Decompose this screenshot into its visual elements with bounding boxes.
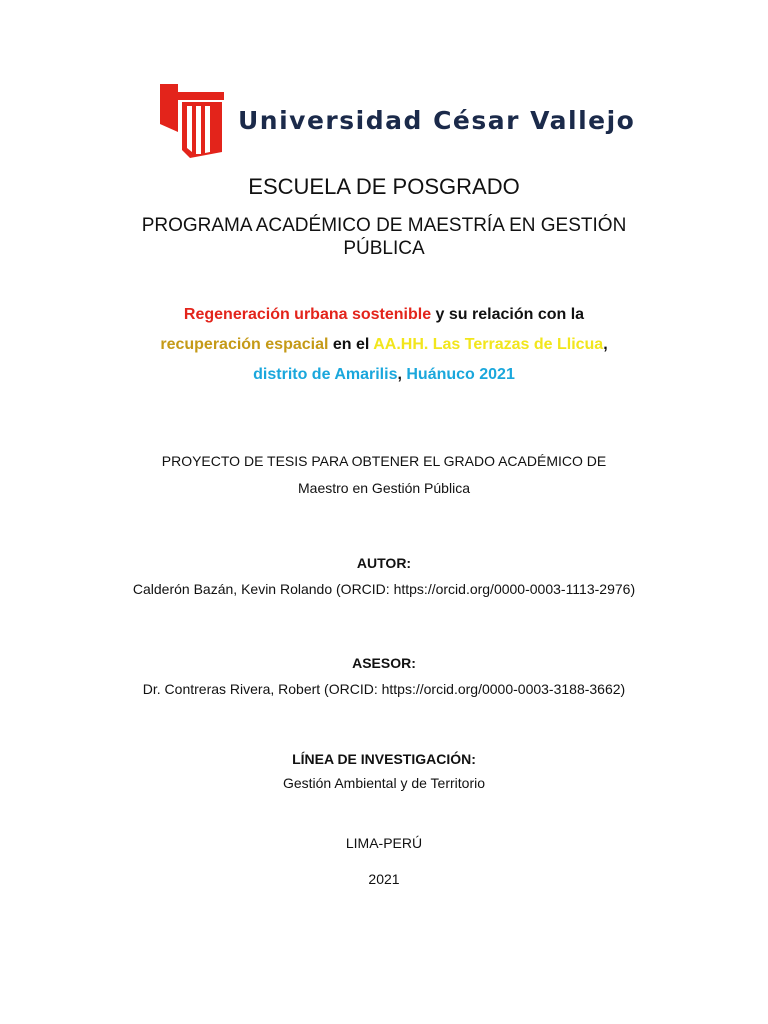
year: 2021	[368, 871, 400, 887]
title-segment: y su relación con la	[431, 306, 585, 323]
advisor-value: Dr. Contreras Rivera, Robert (ORCID: https://orcid.org/0000-0003-3188-3662)	[142, 681, 626, 697]
thesis-title-line-3	[0, 366, 768, 384]
university-name: Universidad César Vallejo	[238, 106, 636, 135]
title-segment: ,	[397, 366, 407, 383]
school-heading: ESCUELA DE POSGRADO	[248, 174, 520, 199]
research-line-label: LÍNEA DE INVESTIGACIÓN:	[292, 751, 476, 767]
thesis-title-line-1	[0, 306, 768, 324]
author-value: Calderón Bazán, Kevin Rolando (ORCID: https://orcid.org/0000-0003-1113-2976)	[132, 581, 636, 597]
thesis-title-line-2	[0, 336, 768, 354]
title-segment: recuperación espacial	[160, 336, 329, 353]
title-segment: Huánuco 2021	[406, 366, 515, 383]
title-segment: AA.HH. Las Terrazas de Llicua	[373, 336, 604, 353]
research-line-value: Gestión Ambiental y de Territorio	[282, 775, 486, 791]
title-segment: Regeneración urbana sostenible	[183, 306, 432, 323]
program-heading: PROGRAMA ACADÉMICO DE MAESTRÍA EN GESTIÓN PÚBLICA	[141, 215, 627, 259]
university-logo	[160, 84, 636, 158]
title-segment: ,	[603, 336, 608, 353]
project-degree: Maestro en Gestión Pública	[298, 480, 470, 496]
university-shield-icon	[160, 84, 224, 158]
title-segment: distrito de Amarilis	[253, 366, 398, 383]
title-segment: en el	[328, 336, 374, 353]
advisor-label: ASESOR:	[352, 655, 416, 671]
project-line-1: PROYECTO DE TESIS PARA OBTENER EL GRADO ACADÉMICO DE	[161, 453, 607, 469]
place: LIMA-PERÚ	[345, 835, 423, 851]
author-label: AUTOR:	[356, 555, 412, 571]
